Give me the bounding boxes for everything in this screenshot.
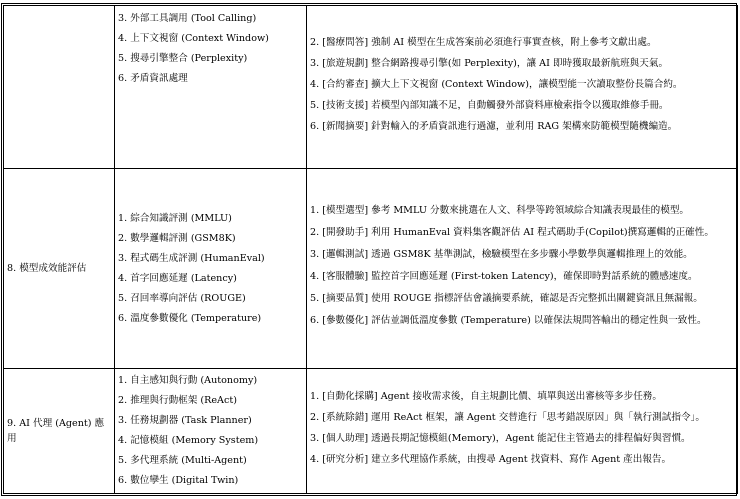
list-item: 5. 多代理系統 (Multi-Agent) [118, 455, 247, 466]
list-item: 6. 矛盾資訊處理 [118, 73, 188, 84]
list-item: 2. 數學邏輯評測 (GSM8K) [118, 232, 236, 244]
list-item: 3. 程式碼生成評測 (HumanEval) [118, 252, 265, 264]
application-entry: 3. [邏輯測試] 透過 GSM8K 基準測試，檢驗模型在多步驟小學數學與邏輯推理上的效能。 [310, 248, 693, 260]
list-item: 4. 首字回應延遲 (Latency) [118, 272, 237, 284]
table-row [4, 369, 738, 494]
list-item: 3. 任務規劃器 (Task Planner) [118, 415, 252, 426]
application-entry: 4. [研究分析] 建立多代理協作系統，由搜尋 Agent 找資料、寫作 Agent 產出報告。 [310, 454, 672, 465]
list-item: 3. 外部工具調用 (Tool Calling) [118, 13, 257, 24]
application-entry: 1. [自動化採購] Agent 接收需求後，自主規劃比價、填單與送出審核等多步任務。 [310, 391, 662, 402]
list-item: 6. 溫度參數優化 (Temperature) [118, 312, 262, 324]
category-cell: 8. 模型成效能評估 [4, 169, 115, 369]
application-entry: 5. [摘要品質] 使用 ROUGE 指標評估會議摘要系統，確認是否完整抓出關鍵資訊且無漏報。 [310, 292, 703, 304]
category-cell: 9. AI 代理 (Agent) 應用 [4, 369, 115, 494]
application-entry: 4. [客服體驗] 監控首字回應延遲 (First-token Latency)，確保即時對話系統的體感速度。 [310, 270, 698, 282]
list-item: 5. 搜尋引擎整合 (Perplexity) [118, 53, 248, 64]
applications-cell [307, 6, 738, 169]
list-item: 4. 上下文視窗 (Context Window) [118, 33, 269, 44]
items-cell [115, 169, 307, 369]
items-cell [115, 6, 307, 169]
application-entry: 6. [新聞摘要] 針對輸入的矛盾資訊進行過濾，並利用 RAG 架構來防範模型隨機編造。 [310, 120, 678, 132]
application-entry: 2. [醫療問答] 強制 AI 模型在生成答案前必須進行事實查核，附上參考文獻出處。 [310, 36, 657, 48]
applications-cell [307, 369, 738, 494]
applications-cell [307, 169, 738, 369]
list-item: 4. 記憶模組 (Memory System) [118, 435, 259, 446]
application-entry: 4. [合約審查] 擴大上下文視窗 (Context Window)，讓模型能一次讀取整份長篇合約。 [310, 78, 683, 90]
list-item: 1. 自主感知與行動 (Autonomy) [118, 375, 258, 386]
application-entry: 2. [系統除錯] 運用 ReAct 框架，讓 Agent 交替進行「思考錯誤原因」與「執行測試指令」。 [310, 412, 705, 423]
application-entry: 3. [旅遊規劃] 整合網路搜尋引擎(如 Perplexity)，讓 AI 即時獲取最新航班與天氣。 [310, 57, 669, 69]
items-cell [115, 369, 307, 494]
list-item: 1. 綜合知識評測 (MMLU) [118, 212, 232, 224]
list-item: 6. 數位孿生 (Digital Twin) [118, 475, 239, 486]
list-item: 2. 推理與行動框架 (ReAct) [118, 395, 237, 406]
table-row [4, 169, 738, 369]
application-entry: 6. [參數優化] 評估並調低溫度參數 (Temperature) 以確保法規問答輸出的穩定性與一致性。 [310, 314, 707, 326]
application-entry: 5. [技術支援] 若模型內部知識不足，自動觸發外部資料庫檢索指令以獲取維修手冊。 [310, 99, 669, 111]
application-entry: 3. [個人助理] 透過長期記憶模組(Memory)，Agent 能記住主管過去的排程偏好與習慣。 [310, 433, 691, 444]
table-row [4, 6, 738, 169]
category-cell [4, 6, 115, 169]
evaluation-table [3, 5, 738, 494]
list-item: 5. 召回率導向評估 (ROUGE) [118, 292, 246, 304]
application-entry: 1. [模型選型] 參考 MMLU 分數來挑選在人文、科學等跨領域綜合知識表現最佳的模型。 [310, 204, 690, 216]
application-entry: 2. [開發助手] 利用 HumanEval 資料集客觀評估 AI 程式碼助手(Copilot)撰寫邏輯的正確性。 [310, 226, 714, 238]
